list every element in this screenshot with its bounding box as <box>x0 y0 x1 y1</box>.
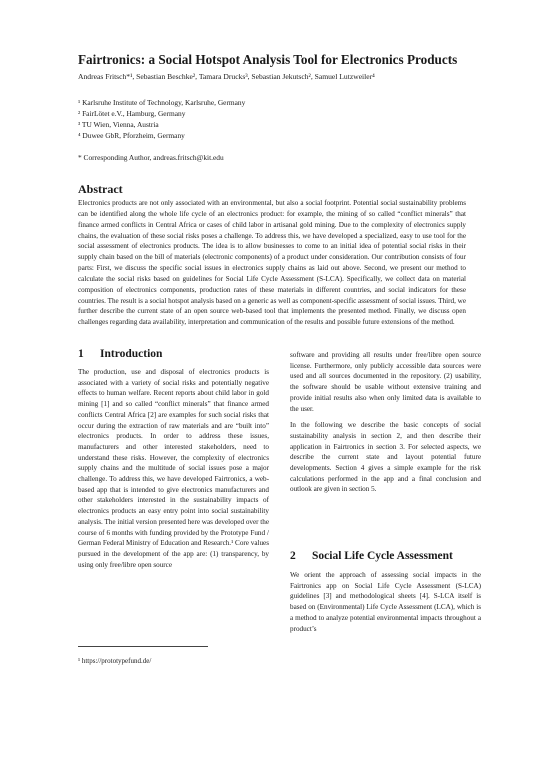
affiliation-item: ⁴ Duwee GbR, Pforzheim, Germany <box>78 131 185 140</box>
section-number: 1 <box>78 348 84 360</box>
affiliation-item: ³ TU Wien, Vienna, Austria <box>78 120 159 129</box>
abstract-heading: Abstract <box>78 182 123 196</box>
left-column <box>78 367 269 576</box>
section-title: Social Life Cycle Assessment <box>312 550 453 562</box>
footnote-rule <box>78 646 208 647</box>
section-title: Introduction <box>100 348 163 360</box>
affiliation-item: ¹ Karlsruhe Institute of Technology, Karlsruhe, Germany <box>78 98 246 107</box>
footnote: ¹ https://prototypefund.de/ <box>78 657 152 665</box>
slca-paragraph: We orient the approach of assessing social impacts in the Fairtronics app on Social Life Cycle Assessment (S-LCA) guidelines [3] and methodological sheets [4]. S-LCA itself is based on (Environmental) Life Cycle Assessment (LCA), which is a method to analyze potential environmental impacts throughout a product’s <box>290 571 481 633</box>
author-list: Andreas Fritsch*¹, Sebastian Beschke², Tamara Drucks³, Sebastian Jekutsch², Samuel Lutzweiler⁴ <box>78 72 375 81</box>
abstract-text: Electronics products are not only associated with an environmental, but also a social footprint. Potential social sustainability problems can be identified along the whole life cycle of an electronics product: for example, the mining of so called “conflict minerals” that finance armed conflicts in Central Africa or cases of child labor in artisanal gold mining. Due to the complexity of electronics supply chains, the evaluation of these social risks poses a challenge. To address this, we have developed a specialized, easy to use tool for the social assessment of electronics products. The idea is to allow businesses to come to an initial idea of potential social risks in their supply chain based on the bill of materials (electronic components) of a product under consideration. Our contribution consists of four parts: First, we discuss the specific social issues in electronics supply chains as laid out above. Second, we present our method to calculate the social risks based on guidelines for Social Life Cycle Assessment (S-LCA). Specifically, we collect data on material composition of electronics components, production rates of these materials in different countries, and social indicators for these countries. The result is a social hotspot analysis based on a generic as well as component-specific assessment of social issues. Third, we further describe the current state of an open source web-based tool that implements the presented method. Finally, we discuss open challenges regarding data availability, interpretation and communication of the results and possible future extensions of the method. <box>78 199 467 327</box>
corresponding-author: * Corresponding Author, andreas.fritsch@kit.edu <box>78 153 224 162</box>
affiliation-item: ² FairLötet e.V., Hamburg, Germany <box>78 109 186 118</box>
section-heading-slca <box>290 550 453 562</box>
intro-paragraph: In the following we describe the basic concepts of social sustainability analysis in section 2, and then describe their application in Fairtronics in section 3. For selected aspects, we describe the current state and layout potential future developments. Section 4 gives a simple example for the risk calculations performed in the app and a final conclusion and outlook are given in section 5. <box>290 421 481 494</box>
intro-paragraph: The production, use and disposal of electronics products is associated with a variety of social risks and potentially negative effects to human welfare. Recent reports about child labor in gold mining [1] and so called “conflict minerals” that finance armed conflicts Central Africa [2] are examples for such social risks that occur during the extraction of raw materials and are “built into” electronics products. In order to address these issues, manufacturers and other interested stakeholders, need to understand these risks. However, the complexity of electronics supply chains and the multitude of social issues pose a major challenge. To address this, we have developed Fairtronics, a web-based app that is intended to give electronics manufacturers and other stakeholders interested in the sustainability impacts of electronics products an easy entry point into social sustainability analysis. The initial version presented here was developed over the course of 6 months with funding provided by the Prototype Fund / German Federal Ministry of Education and Research.¹ Core values pursued in the development of the app are: (1) transparency, by using only free/libre open source <box>78 368 270 569</box>
intro-paragraph: software and providing all results under free/libre open source license. Furthermore, only publicly accessible data sources were used and all sources documented in the repository. (2) usability, the software should be usable without extensive training and provide initial results also when only limited data is available to the user. <box>290 351 481 413</box>
affiliation-list <box>78 97 245 141</box>
paper-title: Fairtronics: a Social Hotspot Analysis Tool for Electronics Products <box>78 52 458 67</box>
section2-column <box>290 570 481 640</box>
right-column <box>290 350 481 501</box>
section-heading-introduction <box>78 348 162 360</box>
section-number: 2 <box>290 550 296 562</box>
